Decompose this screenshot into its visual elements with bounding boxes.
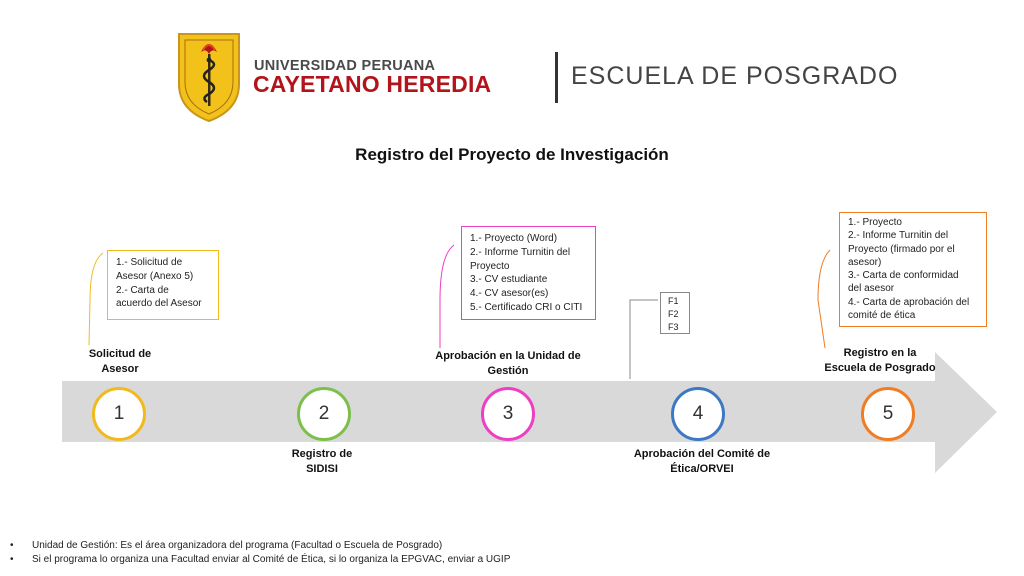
note-connector-step3 [440,245,454,348]
note-connector-step5 [818,250,830,348]
step-3-number: 3 [502,403,514,424]
step-2-label: Registro de SIDISI [291,448,353,475]
school-name: ESCUELA DE POSGRADO [571,62,899,90]
footnote-item: • Unidad de Gestión: Es el área organizadora del programa (Facultad o Escuela de Posgrado) [10,540,443,551]
step-5-circle [861,387,915,441]
footnotes [10,539,510,566]
step-4-circle [671,387,725,441]
step-4-forms-box: F1 F2 F3 [660,292,690,334]
step-3-circle [481,387,535,441]
step-5-number: 5 [882,403,894,424]
note-connector-step1 [89,253,103,345]
step-4-label: Aprobación del Comité de Ética/ORVEI [633,448,771,475]
step-3-label: Aprobación en la Unidad de Gestión [435,350,581,377]
step-2-circle [297,387,351,441]
step-1-label: Solicitud de Asesor [88,348,152,375]
step-3-requirements-box: 1.- Proyecto (Word) 2.- Informe Turnitin del Proyecto 3.- CV estudiante 4.- CV asesor(es) 5.- Certificado CRI o CITI [461,226,596,320]
step-1-circle [92,387,146,441]
page-title: Registro del Proyecto de Investigación [355,145,669,164]
footnote-item: • Si el programa lo organiza una Facultad enviar al Comité de Ética, si lo organiza la EPGVAC, enviar a UGIP [10,553,511,565]
step-1-number: 1 [113,403,125,424]
step-1-requirements-box: 1.- Solicitud de Asesor (Anexo 5) 2.- Carta de acuerdo del Asesor [107,250,219,320]
step-2-number: 2 [318,403,330,424]
step-5-requirements-box: 1.- Proyecto 2.- Informe Turnitin del Proyecto (firmado por el asesor) 3.- Carta de conformidad del asesor 4.- Carta de aprobación del comité de ética [839,212,987,327]
note-connector-step4 [630,300,658,379]
step-4-number: 4 [692,403,704,424]
step-5-label: Registro en la Escuela de Posgrado [824,347,936,374]
university-name-line1: UNIVERSIDAD PERUANA [254,58,436,74]
university-name-line2: CAYETANO HEREDIA [253,71,492,97]
